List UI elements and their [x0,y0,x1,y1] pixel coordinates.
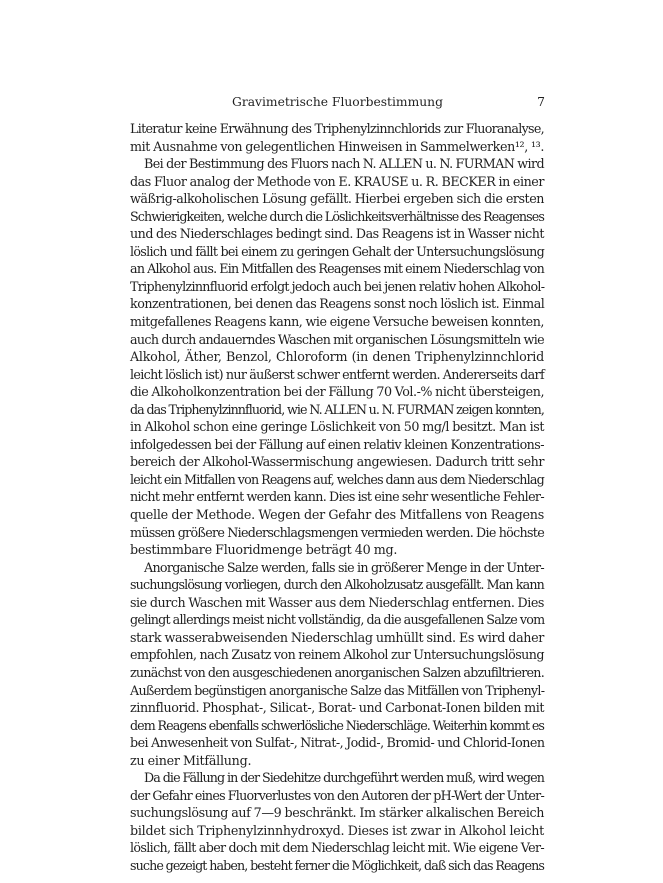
text-line: suchungslösung auf 7—9 beschränkt. Im stärker alkalischen Bereich [130,805,544,821]
text-line: der Gefahr eines Fluorverlustes von den Autoren der pH-Wert der Unter- [130,787,544,803]
text-line: Bei der Bestimmung des Fluors nach N. ALLEN u. N. FURMAN wird [144,156,544,172]
text-line: bildet sich Triphenylzinnhydroxyd. Dieses ist zwar in Alkohol leicht [130,822,544,838]
text-line: suchungslösung vorliegen, durch den Alkoholzusatz ausgefällt. Man kann [130,577,544,593]
text-line: bestimmbare Fluoridmenge beträgt 40 mg. [130,542,398,558]
text-line: bereich der Alkohol-Wassermischung angewiesen. Dadurch tritt sehr [130,454,544,470]
text-line: die Alkoholkonzentration bei der Fällung 70 Vol.-% nicht übersteigen, [130,384,545,400]
running-title: Gravimetrische Fluorbestimmung [232,95,443,109]
text-line: Schwierigkeiten, welche durch die Löslichkeitsverhältnisse des Reagenses [130,208,544,224]
text-line: löslich, fällt aber doch mit dem Niederschlag leicht mit. Wie eigene Ver- [130,840,544,856]
text-line: Alkohol, Äther, Benzol, Chloroform (in denen Triphenylzinnchlorid [130,349,544,365]
text-line: empfohlen, nach Zusatz von reinem Alkohol zur Untersuchungslösung [130,647,544,663]
text-line: leicht ein Mitfallen von Reagens auf, welches dann aus dem Niederschlag [130,471,544,487]
text-line: quelle der Methode. Wegen der Gefahr des Mitfallens von Reagens [130,507,544,523]
text-line: Anorganische Salze werden, falls sie in größerer Menge in der Unter- [144,559,544,575]
text-line: zunächst von den ausgeschiedenen anorganischen Salzen abzufiltrieren. [130,664,544,680]
text-line: gelingt allerdings meist nicht vollständig, da die ausgefallenen Salze vom [130,612,545,628]
text-line: Literatur keine Erwähnung des Triphenylzinnchlorids zur Fluoranalyse, [130,121,544,136]
text-line: stark wasserabweisenden Niederschlag umhüllt sind. Es wird daher [130,629,544,645]
text-line: infolgedessen bei der Fällung auf einen relativ kleinen Konzentrations- [130,436,544,452]
text-line: wäßrig-alkoholischen Lösung gefällt. Hierbei ergeben sich die ersten [130,191,544,207]
text-line: nicht mehr entfernt werden kann. Dies ist eine sehr wesentliche Fehler- [130,489,544,505]
text-line: mit Ausnahme von gelegentlichen Hinweisen in Sammelwerken¹², ¹³. [130,138,544,154]
page-number: 7 [537,95,545,109]
text-line: und des Niederschlages bedingt sind. Das Reagens ist in Wasser nicht [130,226,544,242]
text-line: mitgefallenes Reagens kann, wie eigene Versuche beweisen konnten, [130,314,545,330]
text-line: bei Anwesenheit von Sulfat-, Nitrat-, Jodid-, Bromid- und Chlorid-Ionen [130,735,545,751]
text-line: zu einer Mitfällung. [130,752,252,768]
running-header [130,93,545,111]
text-line: das Fluor analog der Methode von E. KRAUSE u. R. BECKER in einer [130,173,544,189]
text-line: dem Reagens ebenfalls schwerlösliche Niederschläge. Weiterhin kommt es [130,717,544,733]
text-line: auch durch andauerndes Waschen mit organischen Lösungsmitteln wie [130,331,544,347]
text-line: da das Triphenylzinnfluorid, wie N. ALLEN u. N. FURMAN zeigen konnten, [130,401,544,417]
text-line: Da die Fällung in der Siedehitze durchgeführt werden muß, wird wegen [144,770,544,786]
text-line: in Alkohol schon eine geringe Löslichkeit von 50 mg/l besitzt. Man ist [130,419,544,435]
text-line: konzentrationen, bei denen das Reagens sonst noch löslich ist. Einmal [130,296,545,312]
text-line: sie durch Waschen mit Wasser aus dem Niederschlag entfernen. Dies [130,594,544,610]
text-line: suche gezeigt haben, besteht ferner die Möglichkeit, daß sich das Reagens [130,857,544,873]
text-line: Triphenylzinnfluorid erfolgt jedoch auch bei jenen relativ hohen Alkohol- [130,278,545,294]
text-line: löslich und fällt bei einem zu geringen Gehalt der Untersuchungslösung [130,243,544,259]
text-line: Außerdem begünstigen anorganische Salze das Mitfällen von Triphenyl- [130,682,545,698]
text-line: an Alkohol aus. Ein Mitfallen des Reagenses mit einem Niederschlag von [130,261,544,277]
body-text [130,120,544,875]
text-line: zinnfluorid. Phosphat-, Silicat-, Borat- und Carbonat-Ionen bilden mit [130,700,545,716]
text-line: müssen größere Niederschlagsmengen vermieden werden. Die höchste [130,524,544,540]
text-line: leicht löslich ist) nur äußerst schwer entfernt werden. Andererseits darf [130,366,544,382]
